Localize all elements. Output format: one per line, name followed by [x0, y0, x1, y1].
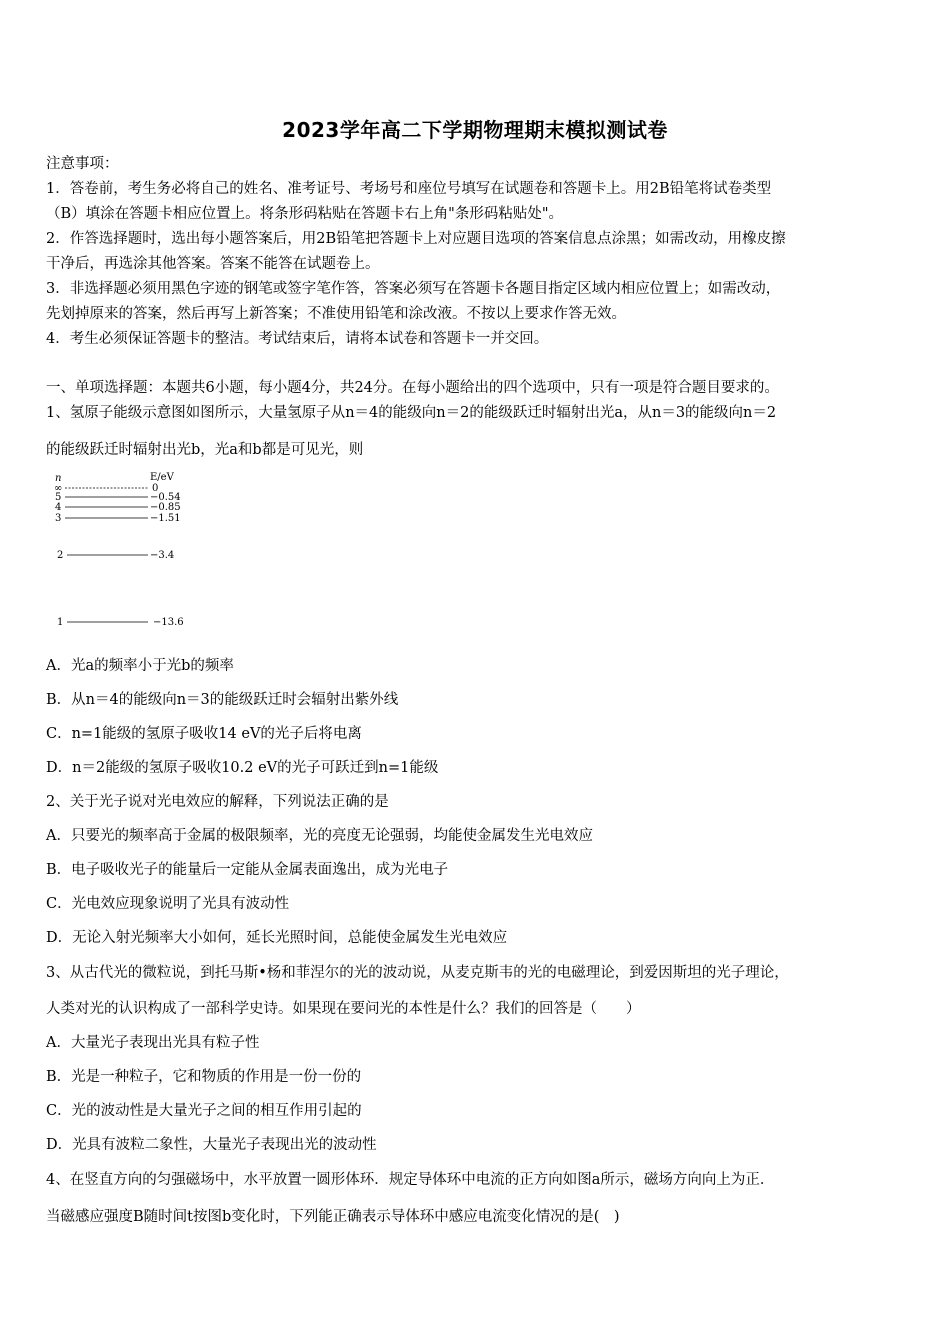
- q2-option: C．光电效应现象说明了光具有波动性: [46, 896, 290, 912]
- notice-line: 3．非选择题必须用黑色字迹的钢笔或签字笔作答，答案必须写在答题卡各题目指定区域内相应位置上；如需改动，: [46, 281, 781, 297]
- q4-stem: 4、在竖直方向的匀强磁场中，水平放置一圆形体环．规定导体环中电流的正方向如图a所示，磁场方向向上为正．: [46, 1172, 775, 1188]
- level-n-label: 3: [55, 513, 62, 524]
- level-energy-label: 0: [152, 483, 159, 494]
- q2-option: B．电子吸收光子的能量后一定能从金属表面逸出，成为光电子: [46, 862, 449, 878]
- q1-stem: 的能级跃迁时辐射出光b，光a和b都是可见光，则: [46, 442, 364, 458]
- notice-line: 干净后，再选涂其他答案。答案不能答在试题卷上。: [46, 256, 380, 272]
- energy-level-diagram: [50, 468, 200, 633]
- level-energy-label: −0.85: [150, 502, 181, 513]
- level-n-label: 2: [57, 550, 64, 561]
- q3-option: B．光是一种粒子，它和物质的作用是一份一份的: [46, 1069, 362, 1085]
- level-n-label: ∞: [54, 483, 63, 494]
- level-energy-label: −0.54: [150, 492, 181, 503]
- energy-axis-label: E/eV: [150, 472, 174, 483]
- q3-option: C．光的波动性是大量光子之间的相互作用引起的: [46, 1103, 362, 1119]
- q3-option: D．光具有波粒二象性，大量光子表现出光的波动性: [46, 1137, 377, 1153]
- level-n-label: 5: [55, 492, 62, 503]
- q3-option: A．大量光子表现出光具有粒子性: [46, 1035, 260, 1051]
- q1-stem: 1、氢原子能级示意图如图所示，大量氢原子从n＝4的能级向n＝2的能级跃迁时辐射出光a，从n＝3的能级向n＝2: [46, 405, 777, 421]
- notice-line: 先划掉原来的答案，然后再写上新答案；不准使用铅笔和涂改液。不按以上要求作答无效。: [46, 306, 626, 322]
- level-energy-label: −13.6: [153, 617, 184, 628]
- notice-line: 1．答卷前，考生务必将自己的姓名、准考证号、考场号和座位号填写在试题卷和答题卡上。用2B铅笔将试卷类型: [46, 181, 772, 197]
- section-heading: 一、单项选择题：本题共6小题，每小题4分，共24分。在每小题给出的四个选项中，只有一项是符合题目要求的。: [46, 380, 779, 396]
- q1-option: B．从n＝4的能级向n＝3的能级跃迁时会辐射出紫外线: [46, 692, 399, 708]
- level-n-label: 1: [57, 617, 64, 628]
- q3-stem: 人类对光的认识构成了一部科学史诗。如果现在要问光的本性是什么？我们的回答是（ ）: [46, 1001, 641, 1017]
- n-axis-label: n: [55, 473, 62, 484]
- notice-line: （B）填涂在答题卡相应位置上。将条形码粘贴在答题卡右上角"条形码粘贴处"。: [46, 206, 563, 222]
- q1-option: A．光a的频率小于光b的频率: [46, 658, 234, 674]
- q2-option: D．无论入射光频率大小如何，延长光照时间，总能使金属发生光电效应: [46, 930, 508, 946]
- level-energy-label: −1.51: [150, 513, 181, 524]
- q4-stem: 当磁感应强度B随时间t按图b变化时，下列能正确表示导体环中感应电流变化情况的是( ): [46, 1209, 620, 1225]
- notice-line: 2．作答选择题时，选出每小题答案后，用2B铅笔把答题卡上对应题目选项的答案信息点涂黑；如需改动，用橡皮擦: [46, 231, 786, 247]
- notice-line: 4．考生必须保证答题卡的整洁。考试结束后，请将本试卷和答题卡一并交回。: [46, 331, 549, 347]
- q2-option: A．只要光的频率高于金属的极限频率，光的亮度无论强弱，均能使金属发生光电效应: [46, 828, 593, 844]
- notice-heading: 注意事项：: [46, 156, 119, 172]
- q1-option: C．n=1能级的氢原子吸收14 eV的光子后将电离: [46, 726, 362, 742]
- q2-stem: 2、关于光子说对光电效应的解释，下列说法正确的是: [46, 794, 389, 810]
- q1-option: D．n＝2能级的氢原子吸收10.2 eV的光子可跃迁到n=1能级: [46, 760, 439, 776]
- level-n-label: 4: [55, 502, 62, 513]
- q3-stem: 3、从古代光的微粒说，到托马斯•杨和菲涅尔的光的波动说，从麦克斯韦的光的电磁理论，到爱因斯坦的光子理论，: [46, 965, 789, 981]
- page-title: 2023学年高二下学期物理期末模拟测试卷: [282, 118, 668, 142]
- level-energy-label: −3.4: [150, 550, 175, 561]
